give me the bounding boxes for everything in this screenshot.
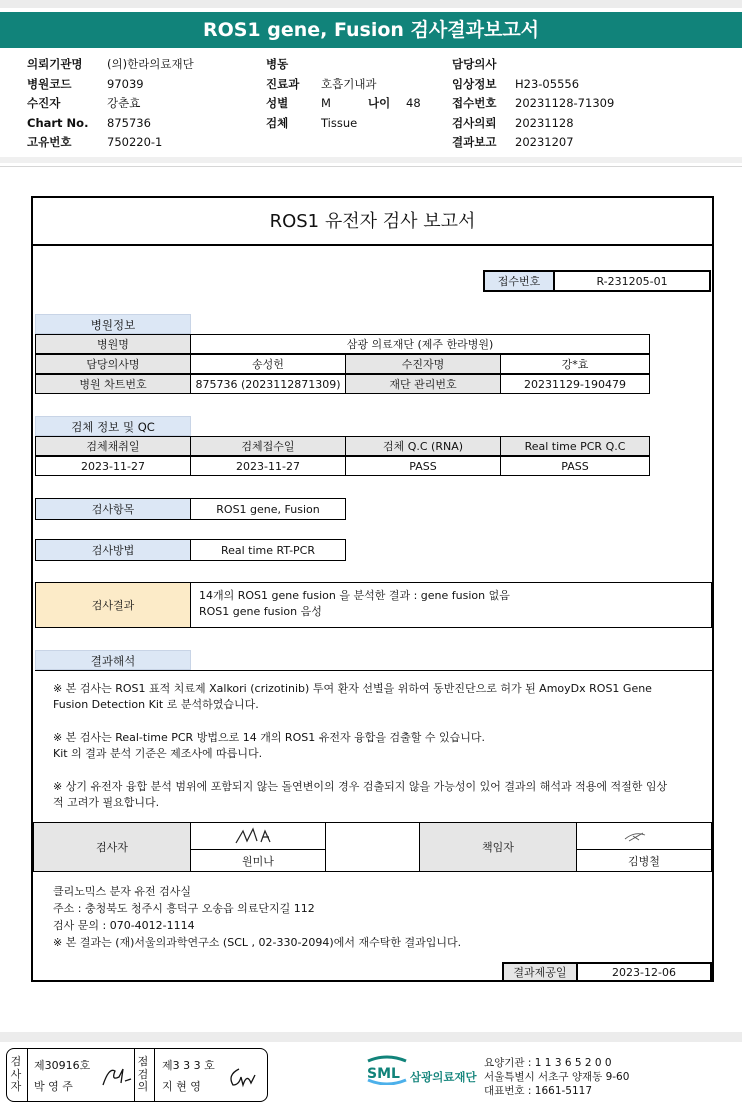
specimen-header: 검체접수일 [190,436,346,456]
age-value: 48 [406,96,421,111]
manager-name: 김병철 [576,849,712,872]
doctor-label: 담당의사명 [35,354,191,374]
footer-band [0,1032,742,1042]
meta-key: 수진자 [27,96,61,111]
org-phone: 대표번호 : 1661-5117 [484,1085,593,1097]
inspector-name: 박 영 주 [34,1080,73,1093]
lab-name: 클리노믹스 분자 유전 검사실 [53,885,192,898]
interp-p1b: Fusion Detection Kit 로 분석하였습니다. [53,698,259,711]
meta-key: 진료과 [266,76,300,91]
interp-p2b: Kit 의 결과 분석 기준은 제조사에 따릅니다. [53,747,263,760]
age-key: 나이 [368,96,391,111]
manager-signature [576,822,712,850]
interp-p1a: ※ 본 검사는 ROS1 표적 치료제 Xalkori (crizotinib) 투여 환자 선별을 위하여 동반진단으로 허가 된 AmoyDx ROS1 Gene [53,682,652,695]
inspector-vertical-label: 검사자 [10,1055,22,1093]
hospital-name-value: 삼광 의료재단 (제주 한라병원) [190,334,650,354]
meta-col-1 [27,55,247,153]
separator [0,166,742,167]
meta-value: 강춘효 [107,96,141,111]
meta-value: (의)한라의료재단 [107,57,194,71]
patient-value: 강*효 [500,354,650,374]
meta-key: 병동 [266,57,289,71]
test-method-value: Real time RT-PCR [190,539,346,561]
meta-value: 875736 [107,115,151,130]
org-address: 서울특별시 서초구 양재동 9-60 [484,1071,630,1083]
meta-value: H23-05556 [515,76,580,91]
top-band [0,0,742,8]
specimen-value: 2023-11-27 [35,456,191,476]
receipt-label: 접수번호 [483,270,555,292]
org-info [484,1056,629,1098]
meta-key: 검체 [266,115,289,130]
provided-label: 결과제공일 [502,962,578,982]
blank-cell [325,822,420,872]
page-title: ROS1 gene, Fusion 검사결과보고서 [0,12,742,48]
reviewer-number: 제3 3 3 호 [162,1059,215,1072]
meta-key: 성별 [266,96,289,111]
specimen-header: 검체채취일 [35,436,191,456]
manager-signature-icon [577,823,711,849]
meta-key: Chart No. [27,115,89,130]
lab-address: 주소 : 충청북도 청주시 흥덕구 오송읍 의료단지길 112 [53,902,315,915]
stamp-box [6,1048,268,1102]
meta-key: 검사의뢰 [452,115,497,130]
report-box [31,196,714,982]
tester-name: 원미나 [190,849,326,872]
provided-value: 2023-12-06 [576,962,712,982]
hospital-name-label: 병원명 [35,334,191,354]
meta-key: 결과보고 [452,135,497,150]
tester-signature-icon [191,823,325,849]
lab-phone: 검사 문의 : 070-4012-1114 [53,919,195,932]
specimen-header: 검체 Q.C (RNA) [345,436,501,456]
reviewer-signature-icon [225,1063,261,1089]
chart-label: 병원 차트번호 [35,374,191,394]
meta-value: Tissue [321,115,358,130]
meta-key: 접수번호 [452,96,497,111]
specimen-value: PASS [500,456,650,476]
meta-value: 20231128-71309 [515,96,615,111]
doctor-value: 송성헌 [190,354,346,374]
result-label: 검사결과 [35,582,191,628]
reviewer-vertical-label: 점검의 [137,1055,149,1093]
interp-p3a: ※ 상기 유전자 융합 분석 범위에 포함되지 않는 돌연변이의 경우 검출되지 않을 가능성이 있어 결과의 해석과 적용에 적절한 임상 [53,780,668,793]
meta-value: M [321,96,331,111]
org-name: 삼광의료재단 [410,1070,477,1084]
tester-signature [190,822,326,850]
mgmt-label: 재단 관리번호 [345,374,501,394]
result-line-2: ROS1 gene fusion 음성 [199,605,322,618]
divider [35,670,712,671]
specimen-value: PASS [345,456,501,476]
meta-value: 20231207 [515,135,574,150]
manager-label: 책임자 [419,822,577,872]
meta-value: 97039 [107,76,144,91]
meta-col-2 [266,55,436,133]
interp-p3b: 적 고려가 필요합니다. [53,796,160,809]
org-code: 요양기관 : 1 1 3 6 5 2 0 0 [484,1057,612,1069]
inspector-number: 제30916호 [34,1059,91,1072]
chart-value: 875736 (2023112871309) [190,374,346,394]
mgmt-value: 20231129-190479 [500,374,650,394]
lab-note: ※ 본 결과는 (재)서울의과학연구소 (SCL , 02-330-2094)에서 재수탁한 결과입니다. [53,936,462,949]
meta-key: 의뢰기관명 [27,57,83,71]
test-item-label: 검사항목 [35,498,191,520]
inspector-signature-icon [99,1063,133,1089]
tester-label: 검사자 [33,822,191,872]
specimen-value: 2023-11-27 [190,456,346,476]
meta-key: 담당의사 [452,57,497,71]
specimen-header: Real time PCR Q.C [500,436,650,456]
divider [33,871,712,872]
meta-value: 호흡기내과 [321,76,377,91]
section-interpretation: 결과해석 [35,650,191,670]
reviewer-name: 지 현 영 [162,1080,201,1093]
divider [134,1049,135,1101]
report-title: ROS1 유전자 검사 보고서 [33,198,712,246]
meta-key: 임상정보 [452,76,497,91]
patient-label: 수진자명 [345,354,501,374]
interp-p2a: ※ 본 검사는 Real-time PCR 방법으로 14 개의 ROS1 유전자 융합을 검출할 수 있습니다. [53,731,485,744]
meta-key: 고유번호 [27,135,72,150]
meta-col-3 [452,55,712,153]
meta-value: 20231128 [515,115,574,130]
test-item-value: ROS1 gene, Fusion [190,498,346,520]
section-hospital: 병원정보 [35,314,191,334]
meta-key: 병원코드 [27,76,72,91]
meta-value: 750220-1 [107,135,163,150]
result-box [190,582,712,628]
logo-text: SML [367,1066,400,1082]
section-specimen: 검체 정보 및 QC [35,416,191,436]
divider [27,1049,28,1101]
divider [154,1049,155,1101]
result-line-1: 14개의 ROS1 gene fusion 을 분석한 결과 : gene fusion 없음 [199,589,510,602]
receipt-value: R-231205-01 [553,270,711,292]
test-method-label: 검사방법 [35,539,191,561]
separator [0,157,742,163]
